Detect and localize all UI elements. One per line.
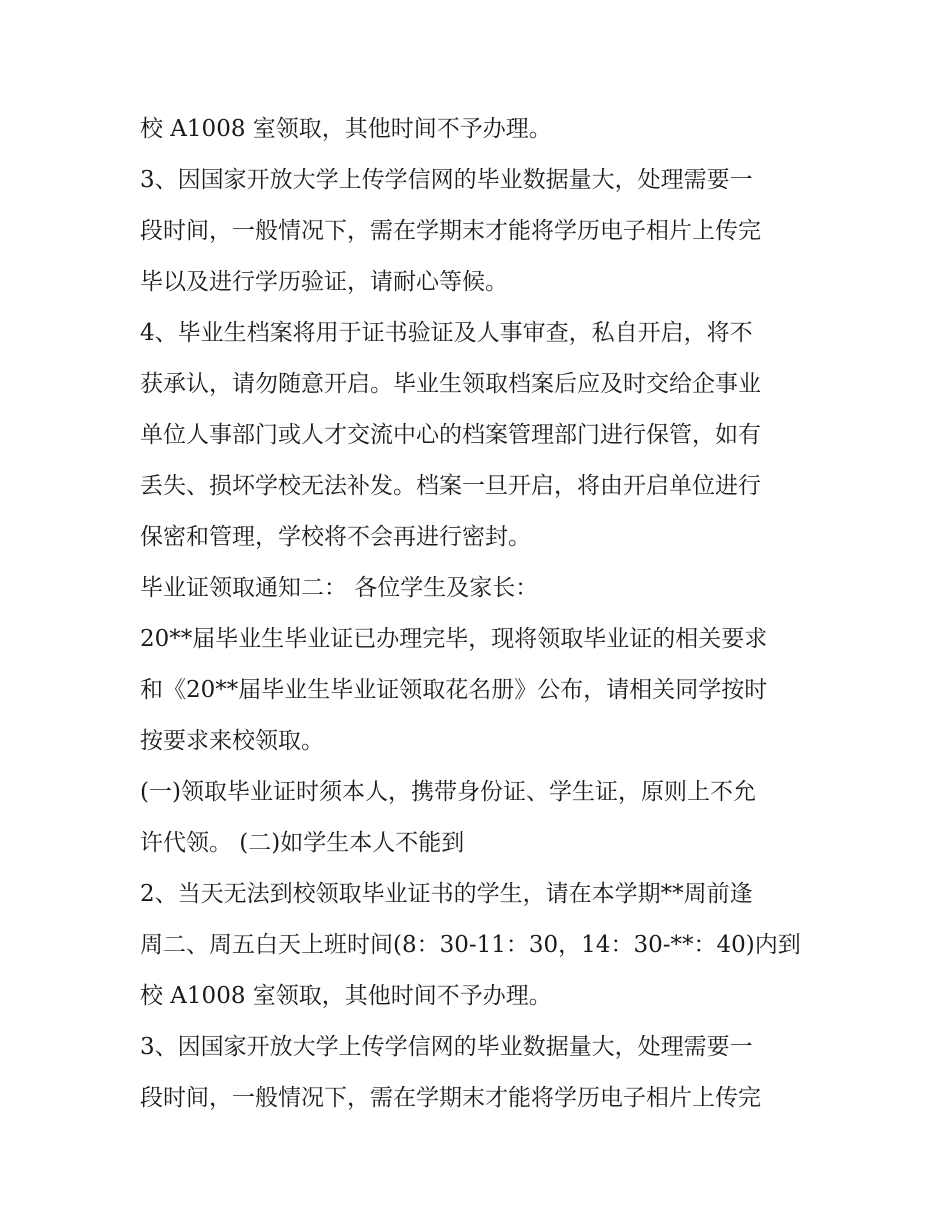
text-line: 4、毕业生档案将用于证书验证及人事审查，私自开启，将不 — [140, 320, 753, 346]
text-line: 获承认，请勿随意开启。毕业生领取档案后应及时交给企事业 — [140, 371, 761, 397]
text-line: 单位人事部门或人才交流中心的档案管理部门进行保管，如有 — [140, 422, 761, 448]
section-heading: 毕业证领取通知二： 各位学生及家长： — [140, 575, 539, 601]
text-line: 丢失、损坏学校无法补发。档案一旦开启，将由开启单位进行 — [140, 473, 761, 499]
text-line: 段时间，一般情况下，需在学期末才能将学历电子相片上传完 — [140, 1085, 761, 1111]
text-line: 校 A1008 室领取，其他时间不予办理。 — [140, 983, 552, 1009]
text-line: 毕以及进行学历验证，请耐心等候。 — [140, 269, 508, 295]
document-body — [140, 111, 820, 1131]
text-line: 保密和管理，学校将不会再进行密封。 — [140, 524, 531, 550]
text-line: 3、因国家开放大学上传学信网的毕业数据量大，处理需要一 — [140, 1034, 753, 1060]
text-line: 和《20**届毕业生毕业证领取花名册》公布，请相关同学按时 — [140, 677, 768, 703]
text-line: 许代领。 (二)如学生本人不能到 — [140, 830, 465, 856]
text-line: 3、因国家开放大学上传学信网的毕业数据量大，处理需要一 — [140, 167, 753, 193]
text-line: 校 A1008 室领取，其他时间不予办理。 — [140, 116, 552, 142]
text-line: 20**届毕业生毕业证已办理完毕，现将领取毕业证的相关要求 — [140, 626, 768, 652]
text-line: 按要求来校领取。 — [140, 728, 324, 754]
text-line: 周二、周五白天上班时间(8：30-11：30，14：30-**：40)内到 — [140, 932, 801, 958]
text-line: (一)领取毕业证时须本人，携带身份证、学生证，原则上不允 — [140, 779, 756, 805]
text-line: 段时间，一般情况下，需在学期末才能将学历电子相片上传完 — [140, 218, 761, 244]
text-line: 2、当天无法到校领取毕业证书的学生，请在本学期**周前逢 — [140, 881, 753, 907]
